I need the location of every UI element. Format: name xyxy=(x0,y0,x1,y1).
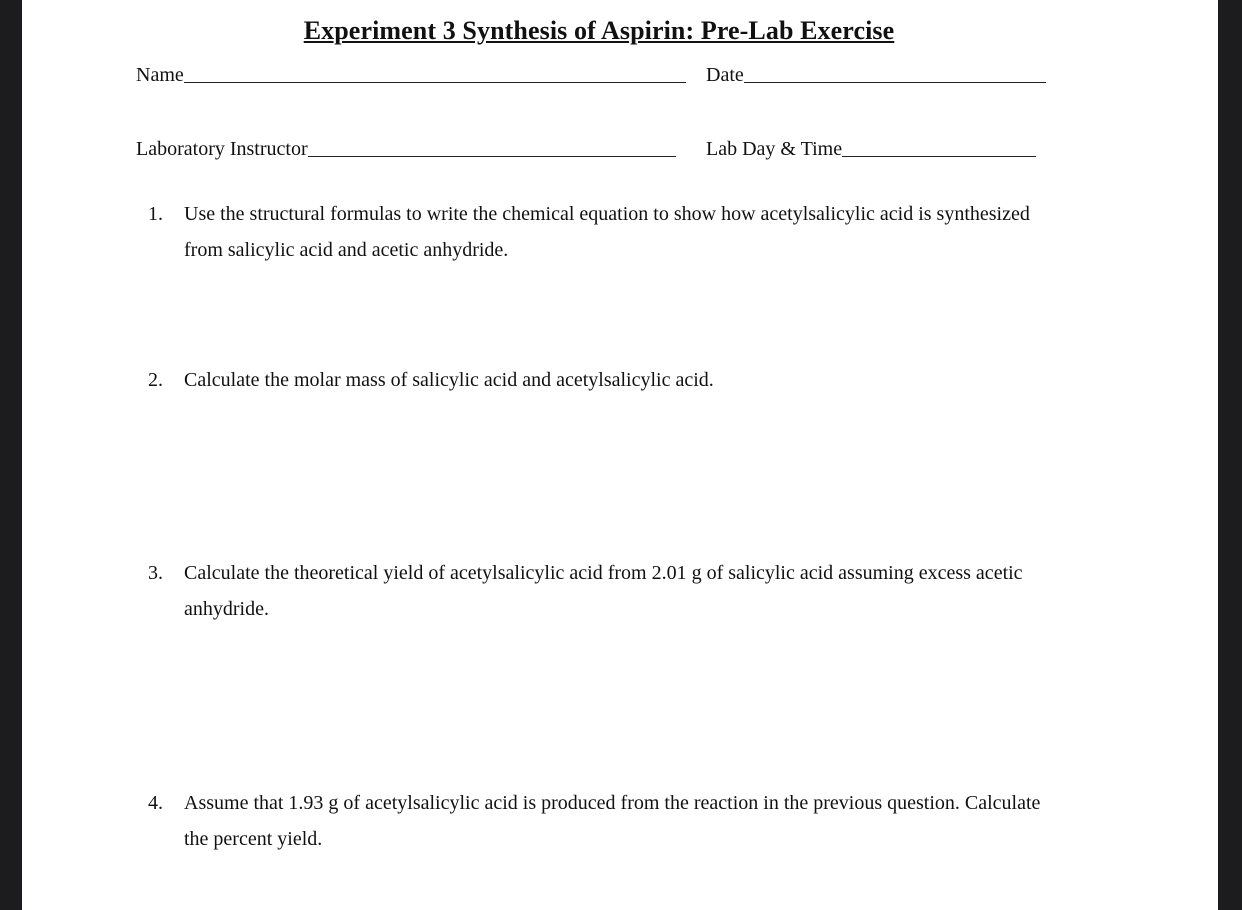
lab-time-field[interactable] xyxy=(706,138,1036,161)
lab-time-blank[interactable] xyxy=(842,155,1036,157)
instructor-field[interactable] xyxy=(136,138,676,161)
question-1 xyxy=(148,196,1048,268)
name-field[interactable] xyxy=(136,64,686,87)
lab-time-label: Lab Day & Time xyxy=(706,138,843,160)
question-4 xyxy=(148,785,1048,857)
name-label: Name xyxy=(136,64,184,86)
date-label: Date xyxy=(706,64,744,86)
date-field[interactable] xyxy=(706,64,1046,87)
question-number: 1. xyxy=(148,203,163,225)
question-number: 2. xyxy=(148,369,163,391)
name-blank[interactable] xyxy=(184,81,686,83)
question-text: Calculate the molar mass of salicylic acid and acetylsalicylic acid. xyxy=(184,369,714,391)
question-number: 3. xyxy=(148,562,163,584)
question-text: Calculate the theoretical yield of acetylsalicylic acid from 2.01 g of salicylic acid assuming excess acetic anhydride. xyxy=(184,562,1023,620)
document-page xyxy=(22,0,1218,910)
question-number: 4. xyxy=(148,792,163,814)
question-2 xyxy=(148,362,1048,398)
question-text: Assume that 1.93 g of acetylsalicylic acid is produced from the reaction in the previous question. Calculate the percent yield. xyxy=(184,792,1041,850)
instructor-label: Laboratory Instructor xyxy=(136,138,308,160)
date-blank[interactable] xyxy=(744,81,1046,83)
page-title: Experiment 3 Synthesis of Aspirin: Pre-Lab Exercise xyxy=(303,16,895,45)
question-3 xyxy=(148,555,1048,627)
question-text: Use the structural formulas to write the chemical equation to show how acetylsalicylic acid is synthesized from salicylic acid and acetic anhydride. xyxy=(184,203,1030,261)
instructor-blank[interactable] xyxy=(308,155,676,157)
